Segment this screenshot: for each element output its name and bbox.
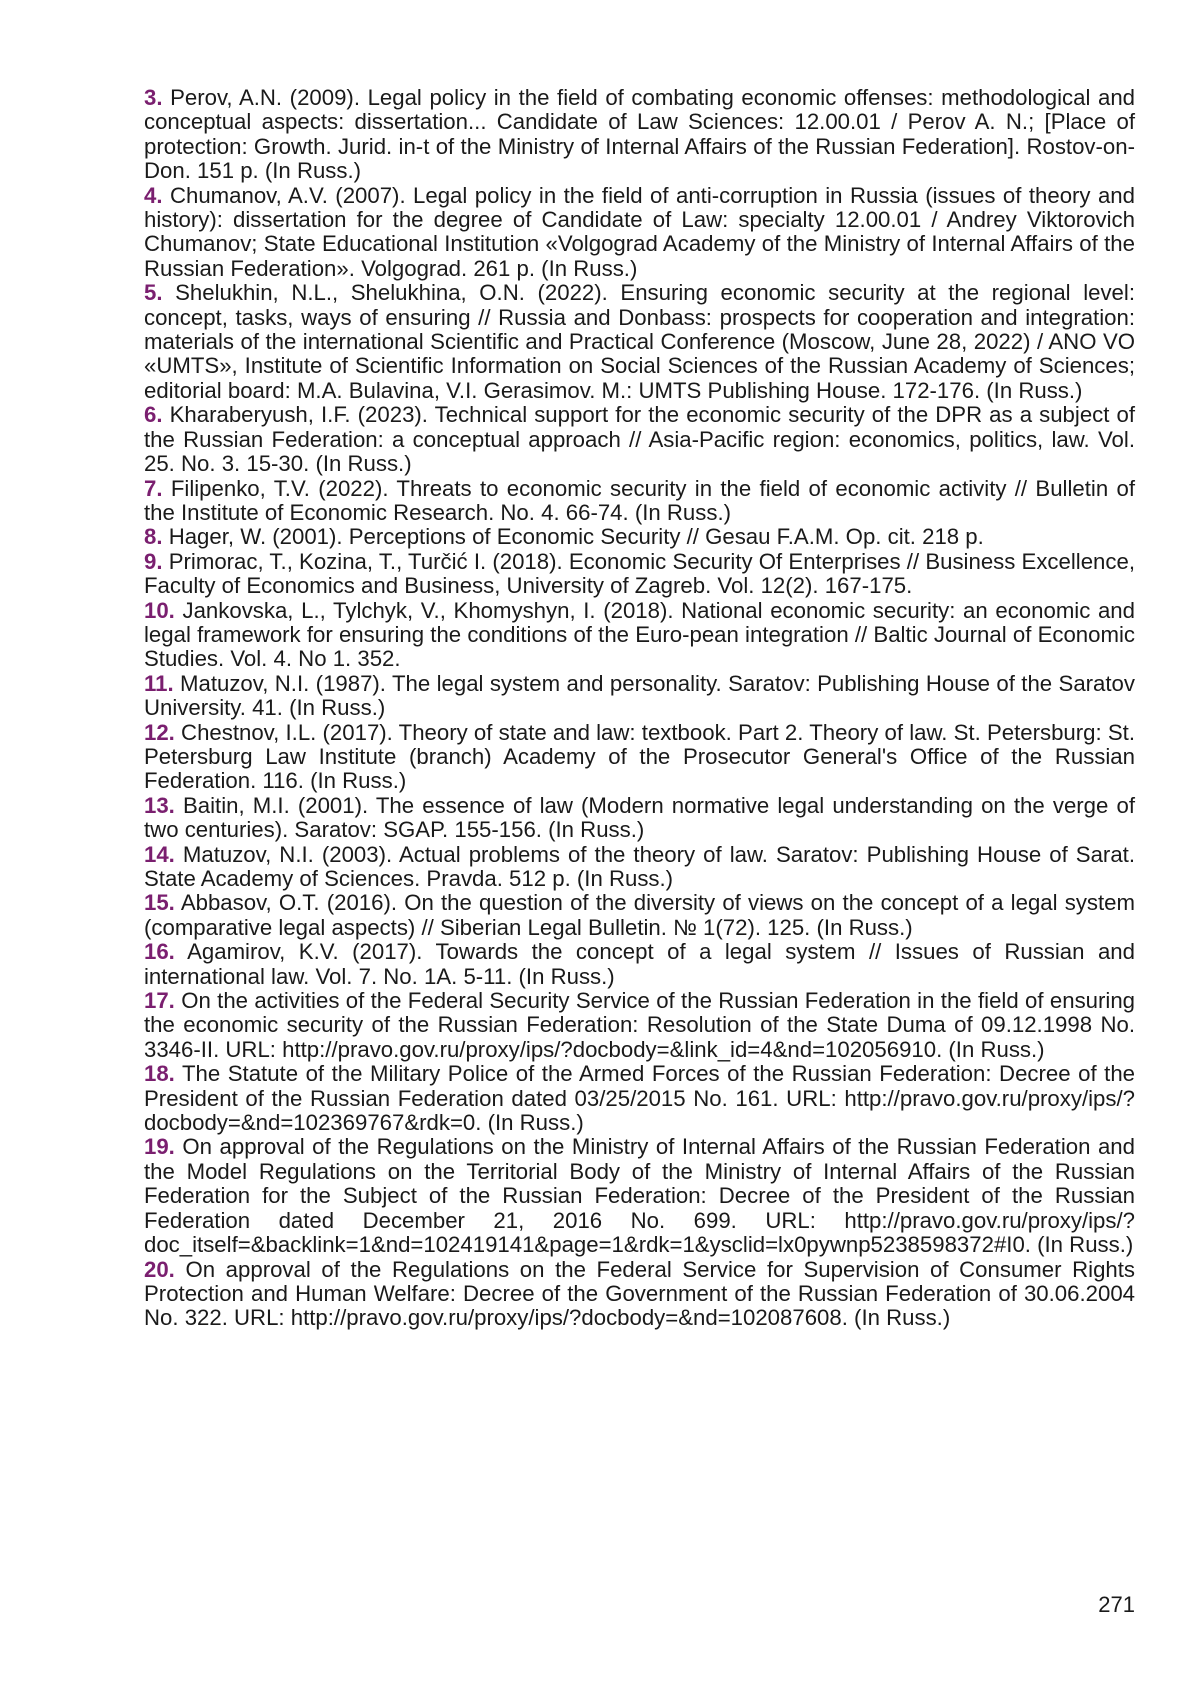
reference-item [144,672,1135,721]
reference-list [144,86,1135,1331]
reference-item [144,403,1135,476]
reference-item [144,525,1135,549]
reference-number: 10. [144,597,175,623]
reference-text: Matuzov, N.I. (1987). The legal system and personality. Saratov: Publishing House of the Saratov University. 41. (In Russ.) [144,670,1135,721]
reference-number: 15. [144,890,175,916]
reference-item [144,477,1135,526]
reference-item [144,721,1135,794]
reference-number: 11. [144,670,174,696]
reference-text: Abbasov, O.T. (2016). On the question of the diversity of views on the concept of a legal system (comparative legal aspects) // Siberian Legal Bulletin. № 1(72). 125. (In Russ.) [144,890,1135,940]
reference-item [144,599,1135,672]
reference-number: 8. [144,524,163,550]
reference-item [144,1135,1135,1257]
reference-text: On approval of the Regulations on the Federal Service for Supervision of Consumer Rights Protection and Human Welfare: Decree of the Government of the Russian Federation of 30.06.2004 No. 322. URL: http://pravo.gov.ru/proxy/ips/?docbody=&nd=102087608. (In Russ.) [144,1256,1136,1331]
reference-number: 17. [144,988,175,1014]
reference-number: 19. [144,1134,175,1160]
reference-number: 3. [144,85,163,110]
reference-text: Matuzov, N.I. (2003). Actual problems of the theory of law. Saratov: Publishing House of Sarat. State Academy of Sciences. Pravda. 512 p. (In Russ.) [144,841,1135,891]
reference-section [144,86,1135,1331]
reference-item [144,1258,1135,1331]
reference-text: Agamirov, K.V. (2017). Towards the concept of a legal system // Issues of Russian and international law. Vol. 7. No. 1A. 5-11. (In Russ.) [144,939,1135,989]
page-number: 271 [1098,1592,1135,1617]
reference-text: On approval of the Regulations on the Ministry of Internal Affairs of the Russian Federation and the Model Regulations on the Territorial Body of the Ministry of Internal Affairs of the Russian Federation for the Subject of the Russian Federation: Decree of the President of the Russian Federation dated December 21, 2016 No. 699. URL: http://pravo.gov.ru/proxy/ips/?doc_itself=&backlink=1&nd=102419141&page=1&rdk=1&ysclid=lx0pywnp5238598372#I0. (In Russ.) [144,1134,1135,1258]
reference-number: 18. [144,1061,175,1087]
reference-number: 7. [144,475,163,501]
reference-text: The Statute of the Military Police of the Armed Forces of the Russian Federation: Decree of the President of the Russian Federation dated 03/25/2015 No. 161. URL: http://pravo.gov.ru/proxy/ips/?docbody=&nd=102369767&rdk=0. (In Russ.) [144,1061,1136,1136]
reference-item [144,281,1135,403]
reference-text: Perov, A.N. (2009). Legal policy in the field of combating economic offenses: methodological and conceptual aspects: dissertation... Candidate of Law Sciences: 12.00.01 / Perov A. N.; [Place of protection: Growth. Jurid. in-t of the Ministry of Internal Affairs of the Russian Federation]. Rostov-on-Don. 151 p. (In Russ.) [144,85,1135,184]
reference-item [144,550,1135,599]
reference-text: Jankovska, L., Tylchyk, V., Khomyshyn, I. (2018). National economic security: an economic and legal framework for ensuring the conditions of the Euro-pean integration // Baltic Journal of Economic Studies. Vol. 4. No 1. 352. [144,597,1135,672]
reference-item [144,794,1135,843]
reference-number: 9. [144,548,163,574]
reference-text: Filipenko, T.V. (2022). Threats to economic security in the field of economic activity // Bulletin of the Institute of Economic Research. No. 4. 66-74. (In Russ.) [144,475,1136,525]
reference-number: 16. [144,939,175,965]
reference-item [144,86,1135,184]
reference-text: Kharaberyush, I.F. (2023). Technical support for the economic security of the DPR as a subject of the Russian Federation: a conceptual approach // Asia-Pacific region: economics, politics, law. Vol. 25. No. 3. 15-30. (In Russ.) [144,402,1136,477]
reference-number: 14. [144,841,175,867]
reference-item [144,1062,1135,1135]
reference-text: Primorac, T., Kozina, T., Turčić I. (2018). Economic Security Of Enterprises // Business Excellence, Faculty of Economics and Business, University of Zagreb. Vol. 12(2). 167-175. [144,548,1135,599]
reference-number: 5. [144,280,163,306]
reference-text: Chestnov, I.L. (2017). Theory of state and law: textbook. Part 2. Theory of law. St. Petersburg: St. Petersburg Law Institute (branch) Academy of the Prosecutor General's Office of the Russian Federation. 116. (In Russ.) [144,719,1135,794]
reference-text: On the activities of the Federal Security Service of the Russian Federation in the field of ensuring the economic security of the Russian Federation: Resolution of the State Duma of 09.12.1998 No. 3346-II. URL: http://pravo.gov.ru/proxy/ips/?docbody=&link_id=4&nd=102056910. (In Russ.) [144,988,1135,1062]
reference-text: Baitin, M.I. (2001). The essence of law (Modern normative legal understanding on the verge of two centuries). Saratov: SGAP. 155-156. (In Russ.) [144,792,1135,843]
reference-number: 20. [144,1256,175,1282]
reference-item [144,940,1135,989]
reference-number: 4. [144,182,163,208]
reference-text: Shelukhin, N.L., Shelukhina, O.N. (2022). Ensuring economic security at the regional level: concept, tasks, ways of ensuring // Russia and Donbass: prospects for cooperation and integration: materials of the international Scientific and Practical Conference (Moscow, June 28, 2022) / ANO VO «UMTS», Institute of Scientific Information on Social Sciences of the Russian Academy of Sciences; editorial board: M.A. Bulavina, V.I. Gerasimov. M.: UMTS Publishing House. 172-176. (In Russ.) [144,280,1135,403]
reference-item [144,989,1135,1062]
reference-number: 6. [144,402,163,428]
reference-item [144,891,1135,940]
reference-text: Chumanov, A.V. (2007). Legal policy in the field of anti-corruption in Russia (issues of theory and history): dissertation for the degree of Candidate of Law: specialty 12.00.01 / Andrey Viktorovich Chumanov; State Educational Institution «Volgograd Academy of the Ministry of Internal Affairs of the Russian Federation». Volgograd. 261 p. (In Russ.) [144,182,1135,281]
reference-item [144,843,1135,892]
reference-text: Hager, W. (2001). Perceptions of Economic Security // Gesau F.A.M. Op. cit. 218 p. [168,524,984,550]
reference-number: 13. [144,792,175,818]
reference-number: 12. [144,719,175,745]
reference-item [144,184,1135,282]
